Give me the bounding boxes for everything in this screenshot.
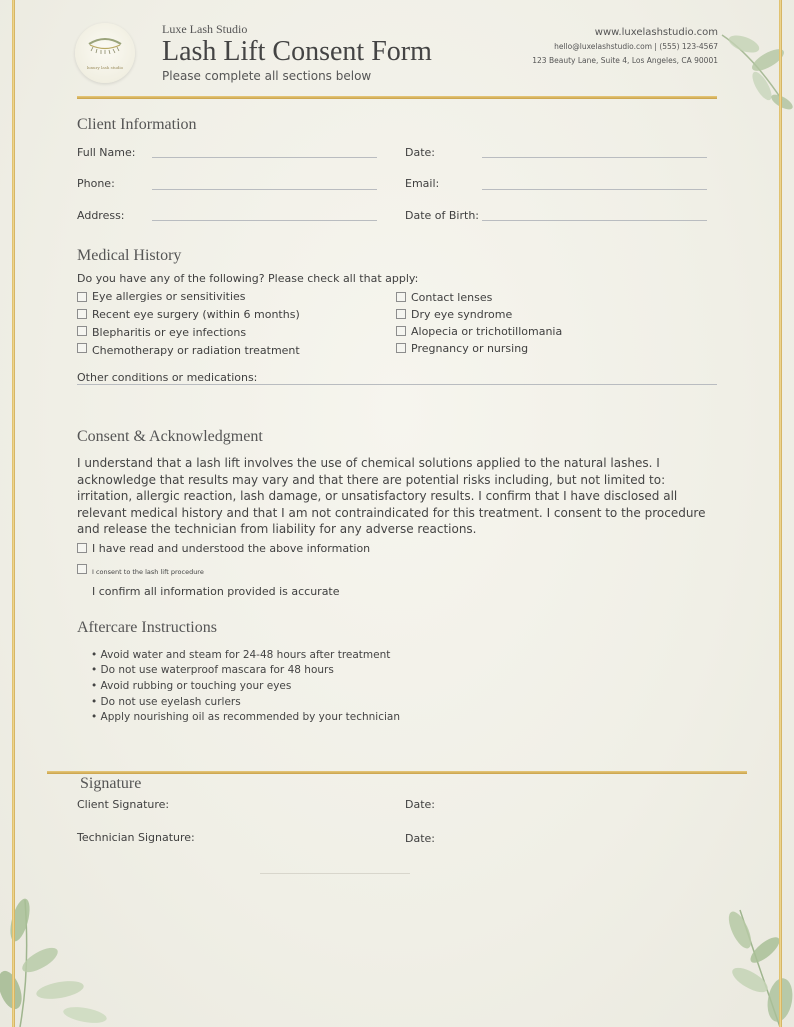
leaf-decoration-bottom-left: [0, 890, 120, 1027]
studio-email-phone: hello@luxelashstudio.com | (555) 123-4567: [554, 42, 718, 51]
phone-field[interactable]: [152, 189, 377, 190]
dob-field[interactable]: [482, 220, 707, 221]
consent-check-label: I consent to the lash lift procedure: [92, 568, 204, 576]
checkbox-blepharitis[interactable]: [77, 326, 87, 336]
technician-signature-label: Technician Signature:: [77, 831, 195, 844]
header-divider: [77, 96, 717, 99]
checkbox-dry-eye[interactable]: [396, 309, 406, 319]
studio-address: 123 Beauty Lane, Suite 4, Los Angeles, CA 90001: [532, 56, 718, 65]
studio-website[interactable]: www.luxelashstudio.com: [594, 27, 718, 38]
footer-divider: [260, 873, 410, 874]
eye-icon: [87, 36, 123, 54]
checkbox-label: Pregnancy or nursing: [411, 342, 529, 355]
checkbox-consent-procedure[interactable]: [77, 564, 87, 574]
checkbox-read-understood[interactable]: [77, 543, 87, 553]
checkbox-eye-allergies[interactable]: [77, 292, 87, 302]
aftercare-item: • Apply nourishing oil as recommended by your technician: [91, 711, 400, 723]
checkbox-alopecia[interactable]: [396, 326, 406, 336]
checkbox-contact-lenses[interactable]: [396, 292, 406, 302]
checkbox-label: Dry eye syndrome: [411, 308, 513, 321]
checkbox-pregnancy[interactable]: [396, 343, 406, 353]
full-name-field[interactable]: [152, 157, 377, 158]
client-signature-label: Client Signature:: [77, 798, 170, 811]
full-name-label: Full Name:: [77, 146, 136, 159]
checkbox-label: Recent eye surgery (within 6 months): [92, 308, 300, 321]
client-info-title: Client Information: [77, 116, 197, 133]
email-label: Email:: [405, 177, 440, 190]
medical-history-title: Medical History: [77, 247, 182, 264]
consent-paragraph: I understand that a lash lift involves the use of chemical solutions applied to the natural lashes. I acknowledge that results may vary and that there are potential risks including, but not limited to: irritation, allergic reaction, lash damage, or unsatisfactory results. I confirm that I have disclosed all relevant medical history and that I am not contraindicated for this treatment. I consent to the procedure and release the technician from liability for any adverse reactions.: [77, 456, 706, 536]
consent-check-label: I confirm all information provided is accurate: [92, 585, 340, 598]
address-label: Address:: [77, 209, 125, 222]
consent-title: Consent & Acknowledgment: [77, 428, 263, 445]
consent-check-label: I have read and understood the above information: [92, 542, 371, 555]
aftercare-item: • Do not use waterproof mascara for 48 hours: [91, 664, 334, 676]
signature-title: Signature: [80, 775, 142, 792]
checkbox-label: Blepharitis or eye infections: [92, 326, 247, 339]
checkbox-label: Eye allergies or sensitivities: [92, 290, 246, 303]
aftercare-title: Aftercare Instructions: [77, 619, 217, 636]
aftercare-item: • Do not use eyelash curlers: [91, 696, 241, 708]
checkbox-chemotherapy[interactable]: [77, 343, 87, 353]
page-subtitle: Please complete all sections below: [162, 69, 372, 83]
other-conditions-field[interactable]: [77, 384, 717, 385]
studio-logo: [75, 23, 135, 83]
technician-date-label: Date:: [405, 832, 435, 845]
checkbox-label: Contact lenses: [411, 291, 493, 304]
checkbox-label: Alopecia or trichotillomania: [411, 325, 563, 338]
dob-label: Date of Birth:: [405, 209, 480, 222]
phone-label: Phone:: [77, 177, 115, 190]
checkbox-eye-surgery[interactable]: [77, 309, 87, 319]
gold-border-right: [779, 0, 782, 1027]
page-title: Lash Lift Consent Form: [162, 36, 432, 67]
signature-divider: [47, 771, 747, 774]
email-field[interactable]: [482, 189, 707, 190]
logo-text: luxury lash studio: [86, 65, 124, 70]
aftercare-item: • Avoid water and steam for 24-48 hours after treatment: [91, 649, 391, 661]
aftercare-item: • Avoid rubbing or touching your eyes: [91, 680, 292, 692]
studio-name: Luxe Lash Studio: [162, 22, 248, 36]
date-label: Date:: [405, 146, 435, 159]
address-field[interactable]: [152, 220, 377, 221]
other-conditions-label: Other conditions or medications:: [77, 371, 258, 384]
medical-prompt: Do you have any of the following? Please check all that apply:: [77, 272, 419, 285]
date-field[interactable]: [482, 157, 707, 158]
client-date-label: Date:: [405, 798, 435, 811]
checkbox-label: Chemotherapy or radiation treatment: [92, 344, 300, 357]
gold-border-left: [12, 0, 15, 1027]
